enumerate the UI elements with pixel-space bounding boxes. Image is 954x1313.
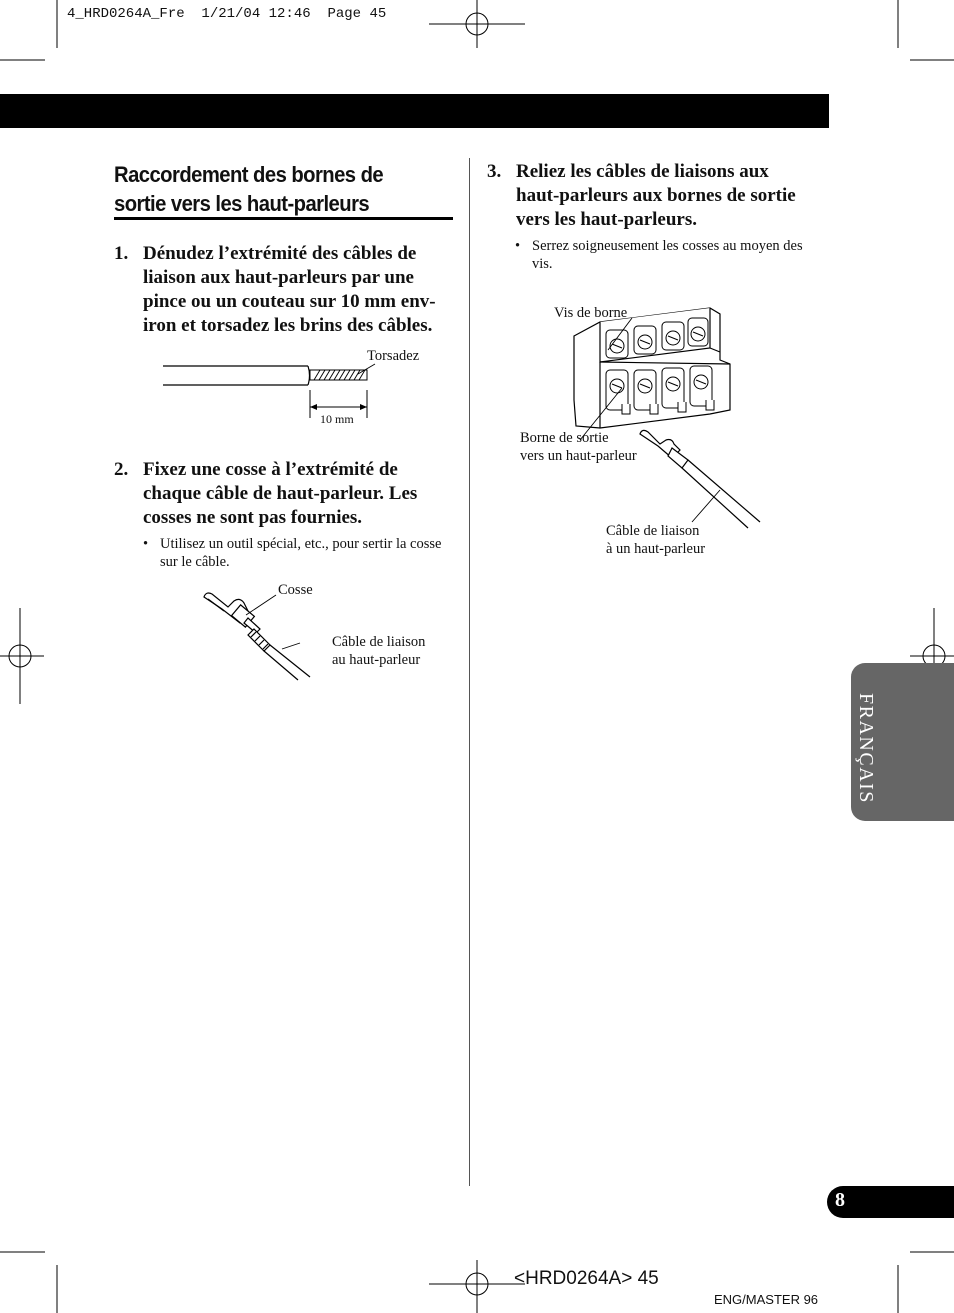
footer-master: ENG/MASTER 96 xyxy=(714,1292,819,1307)
step-number: 3. xyxy=(487,161,502,182)
language-label: FRANÇAIS xyxy=(855,693,877,804)
label-length: 10 mm xyxy=(320,412,354,426)
step-text: Reliez les câbles de liaisons aux haut-parleurs aux bornes de sortie vers les haut-parleurs. xyxy=(516,161,796,230)
bullet-text: Utilisez un outil spécial, etc., pour sertir la cosse sur le câble. xyxy=(160,536,442,570)
label-twist: Torsadez xyxy=(367,348,420,364)
column-divider xyxy=(469,158,470,1186)
page-number: 8 xyxy=(835,1189,845,1211)
print-header: 4_HRD0264A_Fre 1/21/04 12:46 Page 45 xyxy=(67,6,387,22)
label-cable-l1: Câble de liaison xyxy=(332,634,426,650)
label-terminal-l1: Borne de sortie xyxy=(520,430,609,446)
terminal-block-figure xyxy=(560,300,820,540)
label-cable-l2: au haut-parleur xyxy=(332,652,421,668)
lug-figure xyxy=(200,585,330,685)
label-screw: Vis de borne xyxy=(554,305,628,321)
step-text: Fixez une cosse à l’extrémité de chaque câble de haut-parleur. Les cosses ne sont pas fournies. xyxy=(143,459,418,528)
step-number: 1. xyxy=(114,243,129,264)
language-tab xyxy=(851,663,954,821)
bullet-text: Serrez soigneusement les cosses au moyen des vis. xyxy=(532,238,803,272)
section-title: Raccordement des bornes de sortie vers les haut-parleurs xyxy=(114,162,384,216)
footer-code: <HRD0264A> 45 xyxy=(514,1268,659,1289)
label-cable-l1: Câble de liaison xyxy=(606,523,700,539)
page-number-tab xyxy=(827,1186,954,1218)
label-cable-l2: à un haut-parleur xyxy=(606,541,706,557)
title-underline xyxy=(114,217,453,220)
header-bar xyxy=(0,94,829,128)
label-lug: Cosse xyxy=(278,582,313,598)
label-terminal-l2: vers un haut-parleur xyxy=(520,448,637,464)
bullet-dot: • xyxy=(515,238,521,254)
step-text: Dénudez l’extrémité des câbles de liaison aux haut-parleurs par une pince ou un couteau sur 10 mm env-iron et torsadez les brins des câbles. xyxy=(143,243,436,336)
step-number: 2. xyxy=(114,459,129,480)
bullet-dot: • xyxy=(143,536,149,552)
